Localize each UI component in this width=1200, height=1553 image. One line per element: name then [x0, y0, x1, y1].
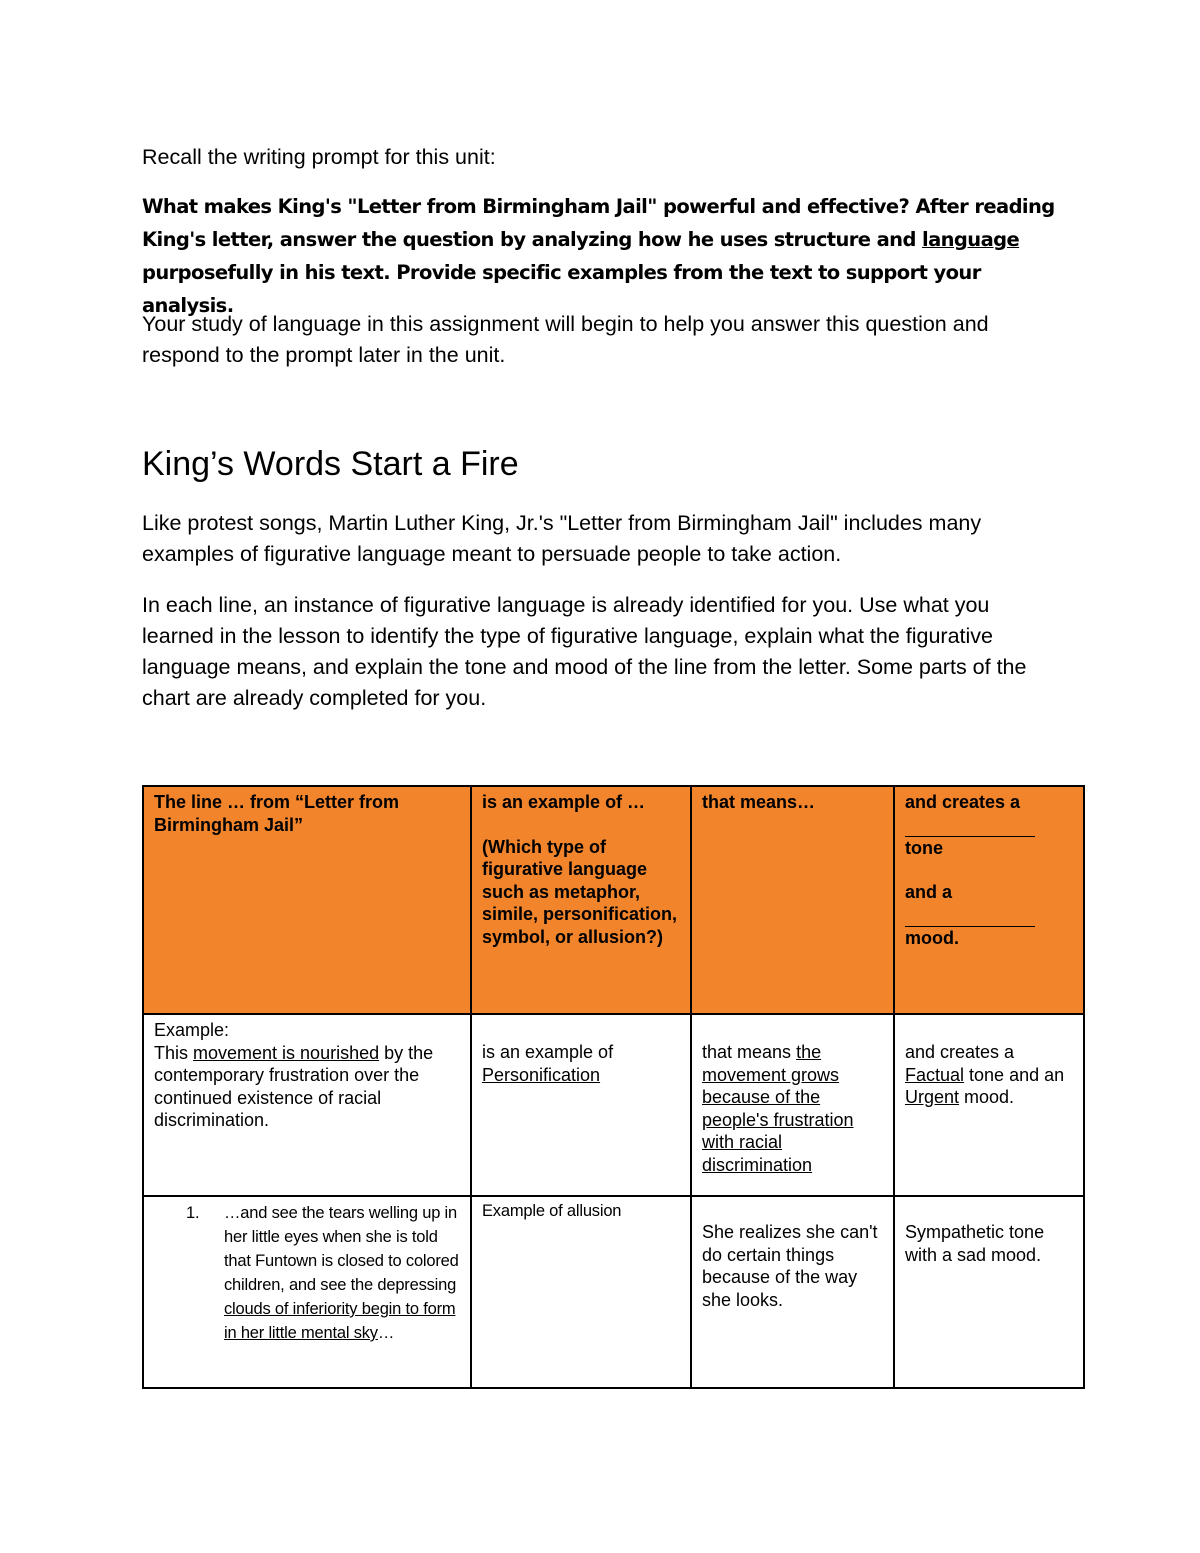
example-tone-cell — [894, 1014, 1084, 1196]
intro-paragraph: Like protest songs, Martin Luther King, Jr.'s "Letter from Birmingham Jail" includes many examples of figurative language meant to persuade people to take action. — [142, 511, 982, 566]
row1-line-cell — [143, 1196, 471, 1388]
example-type-answer: Personification — [482, 1064, 601, 1085]
example-means-text — [702, 1041, 883, 1176]
row1-means-answer: She realizes she can't do certain things because of the way she looks. — [702, 1222, 878, 1310]
example-tone-post: mood. — [959, 1087, 1015, 1107]
chart-header-row — [143, 786, 1084, 1014]
row1-line-underlined: clouds of inferiority begin to form in her little mental sky — [224, 1300, 456, 1342]
row1-line-post: … — [377, 1324, 395, 1342]
mood-blank-line — [905, 904, 1035, 927]
header-type-cell — [471, 786, 691, 1014]
header-mood-intro: and a — [905, 882, 953, 902]
example-line-underlined: movement is nourished — [193, 1042, 380, 1063]
row1-number: 1. — [186, 1204, 200, 1222]
table-row — [143, 1196, 1084, 1388]
row1-tone-answer: Sympathetic tone with a sad mood. — [905, 1222, 1045, 1265]
study-paragraph: Your study of language in this assignment will begin to help you answer this question and respond to the prompt later in the unit. — [142, 312, 989, 367]
example-label: Example: — [154, 1020, 230, 1040]
header-type-title: is an example of … — [482, 792, 646, 812]
example-line-post: by the contemporary frustration over the continued existence of racial discrimination. — [154, 1042, 434, 1130]
row1-tone-cell — [894, 1196, 1084, 1388]
prompt-language-underlined: language — [922, 228, 1020, 251]
row1-type-cell — [471, 1196, 691, 1388]
example-line-text — [154, 1042, 460, 1132]
row1-line-text — [224, 1201, 462, 1345]
example-tone-mid: tone and an — [964, 1064, 1065, 1085]
example-tone-answer: Factual — [905, 1064, 965, 1085]
example-tone-pre: and creates a — [905, 1042, 1015, 1062]
header-type-note: (Which type of figurative language such as metaphor, simile, personification, symbol, or allusion?) — [482, 836, 678, 947]
recall-text: Recall the writing prompt for this unit: — [142, 145, 496, 169]
row1-means-cell — [691, 1196, 894, 1388]
figurative-language-chart — [142, 785, 1085, 1389]
prompt-part-1: What makes King's "Letter from Birmingham Jail" powerful and effective? After reading King's letter, answer the question by analyzing how he uses structure and — [142, 195, 1055, 251]
example-line-pre: This — [154, 1042, 194, 1063]
header-tone-label: tone — [905, 837, 943, 858]
header-means-text: that means… — [702, 792, 816, 812]
row1-line-pre: …and see the tears welling up in her little eyes when she is told that Funtown is closed to colored children, and see the depressing — [224, 1204, 459, 1294]
table-row — [143, 1014, 1084, 1196]
header-tone-cell — [894, 786, 1084, 1014]
row1-type-answer: Example of allusion — [482, 1202, 622, 1220]
header-tone-intro: and creates a — [905, 792, 1021, 812]
section-heading: King’s Words Start a Fire — [142, 445, 519, 483]
instructions-paragraph: In each line, an instance of figurative language is already identified for you. Use what you learned in the lesson to identify the type of figurative language, explain what the figurative language means, and explain the tone and mood of the line from the letter. Some parts of the chart are already completed for you. — [142, 593, 1027, 710]
header-means-cell — [691, 786, 894, 1014]
header-line-cell — [143, 786, 471, 1014]
writing-prompt — [142, 190, 1062, 322]
header-line-text: The line … from “Letter from Birmingham Jail” — [154, 792, 400, 835]
example-tone-text — [905, 1041, 1073, 1109]
example-means-answer: the movement grows because of the people's frustration with racial discrimination — [702, 1042, 854, 1175]
example-means-pre: that means — [702, 1042, 797, 1062]
example-line-cell — [143, 1014, 471, 1196]
example-type-pre: is an example of — [482, 1042, 614, 1062]
example-mood-answer: Urgent — [905, 1087, 960, 1107]
tone-blank-line — [905, 814, 1035, 837]
example-means-cell — [691, 1014, 894, 1196]
example-type-cell — [471, 1014, 691, 1196]
header-mood-label: mood. — [905, 927, 959, 948]
prompt-part-3: purposefully in his text. Provide specific examples from the text to support your analysis. — [142, 261, 981, 317]
